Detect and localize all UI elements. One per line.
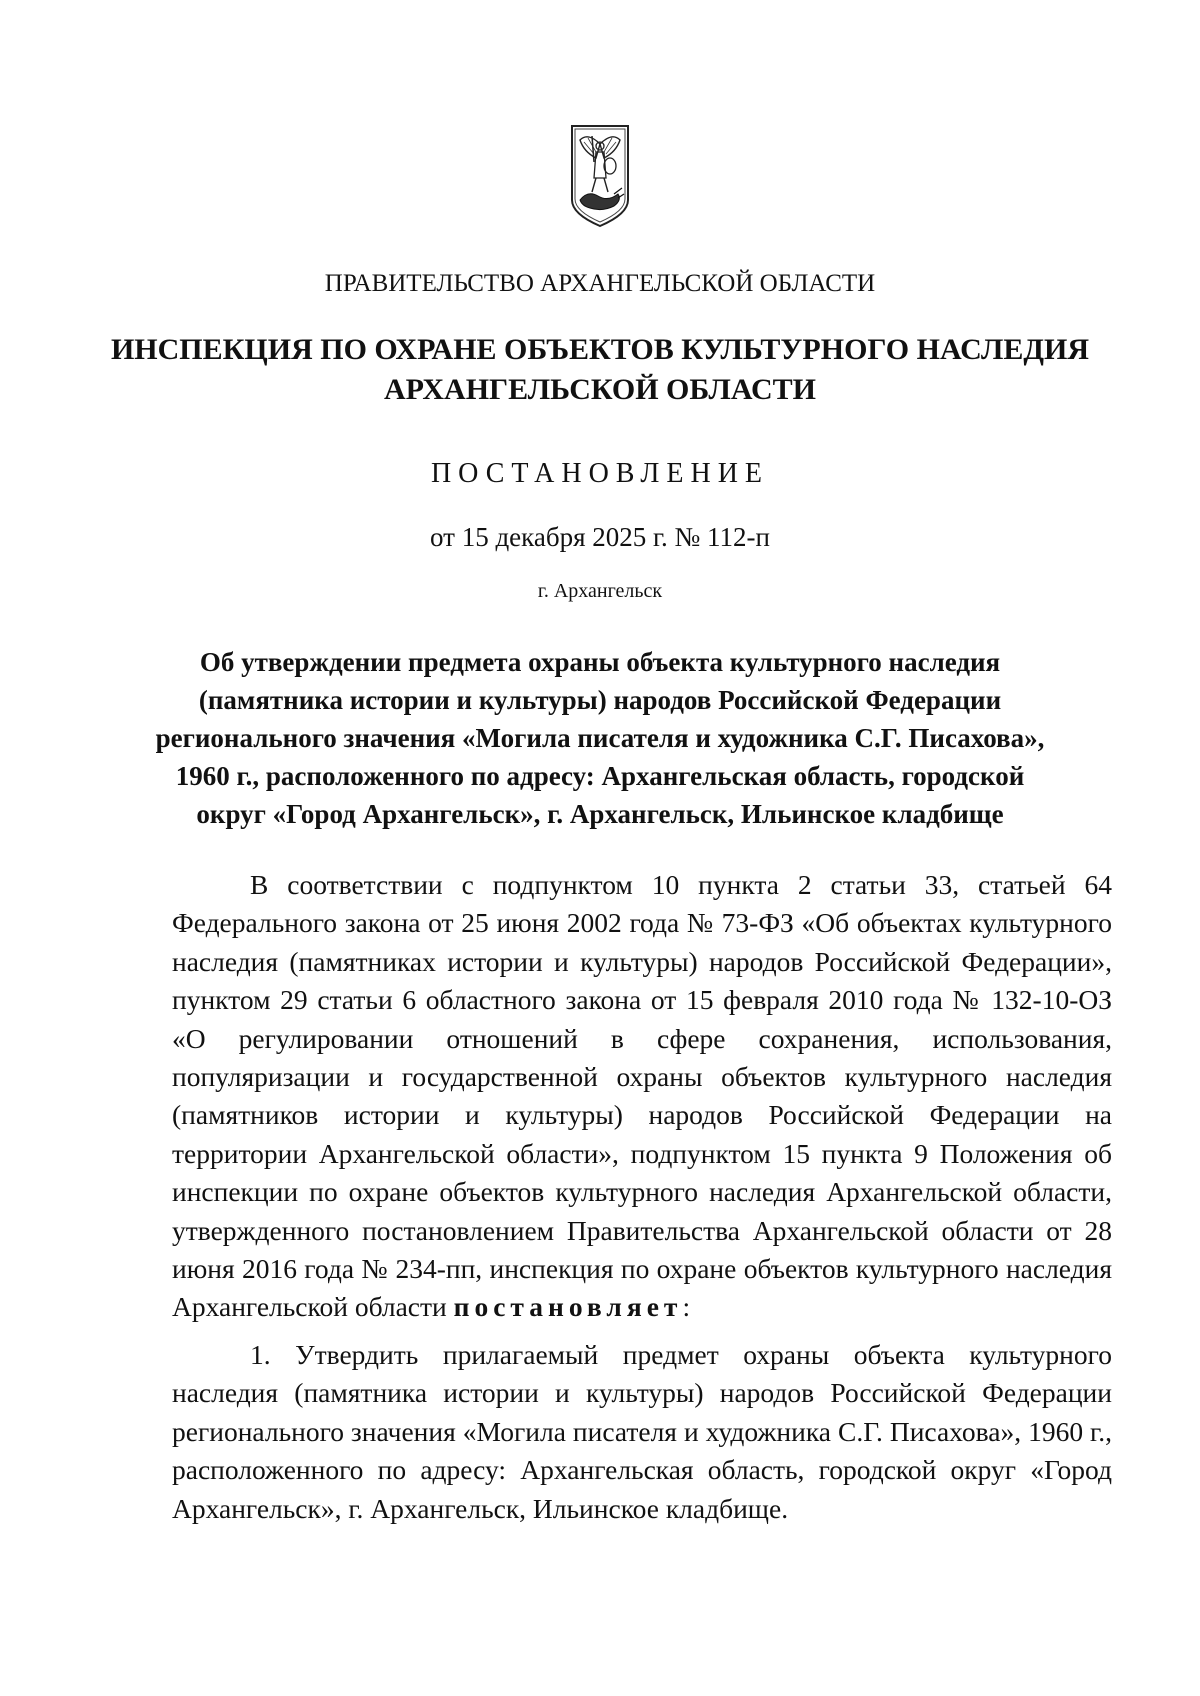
document-type: ПОСТАНОВЛЕНИЕ	[430, 458, 770, 489]
decree-word: постановляет	[453, 1291, 683, 1323]
government-name: ПРАВИТЕЛЬСТВО АРХАНГЕЛЬСКОЙ ОБЛАСТИ	[324, 270, 876, 297]
preamble-text: В соответствии с подпунктом 10 пункта 2 статьи 33, статьей 64 Федерального закона от 25 июня 2002 года № 73-ФЗ «Об объектах культурного наследия (памятниках истории и культуры) народов Российской Федерации», пунктом 29 статьи 6 областного закона от 15 февраля 2010 года № 132-10-ОЗ «О регулировании отношений в сфере сохранения, использования, популяризации и государственной охраны объектов культурного наследия (памятников истории и культуры) народов Российской Федерации на территории Архангельской области», подпунктом 15 пункта 9 Положения об инспекции по охране объектов культурного наследия Архангельской области, утвержденного постановлением Правительства Архангельской области от 28 июня 2016 года № 234-пп, инспекция по охране объектов культурного наследия Архангельской области	[172, 869, 1112, 1323]
title-line: Об утверждении предмета охраны объекта культурного наследия	[199, 647, 1001, 677]
title-line: (памятника истории и культуры) народов Российской Федерации	[198, 685, 1002, 715]
city: г. Архангельск	[537, 580, 663, 602]
title-line: 1960 г., расположенного по адресу: Архангельская область, городской	[175, 761, 1025, 791]
inspection-name-line1: ИНСПЕКЦИЯ ПО ОХРАНЕ ОБЪЕКТОВ КУЛЬТУРНОГО НАСЛЕДИЯ	[110, 333, 1090, 366]
preamble-paragraph	[172, 866, 1112, 1327]
decree-colon: :	[682, 1291, 691, 1323]
document-title	[0, 643, 1200, 833]
title-line: округ «Город Архангельск», г. Архангельск, Ильинское кладбище	[196, 799, 1004, 829]
date-and-number: от 15 декабря 2025 г. № 112-п	[430, 522, 770, 552]
title-line: регионального значения «Могила писателя и художника С.Г. Писахова»,	[155, 723, 1045, 753]
arkhangelsk-coat-of-arms-icon	[568, 122, 632, 230]
inspection-name-line2: АРХАНГЕЛЬСКОЙ ОБЛАСТИ	[384, 373, 816, 406]
clause-1-paragraph: 1. Утвердить прилагаемый предмет охраны объекта культурного наследия (памятника истории и культуры) народов Российской Федерации регионального значения «Могила писателя и художника С.Г. Писахова», 1960 г., расположенного по адресу: Архангельская область, городской округ «Город Архангельск», г. Архангельск, Ильинское кладбище.	[172, 1339, 1112, 1524]
inspection-name	[0, 330, 1200, 410]
